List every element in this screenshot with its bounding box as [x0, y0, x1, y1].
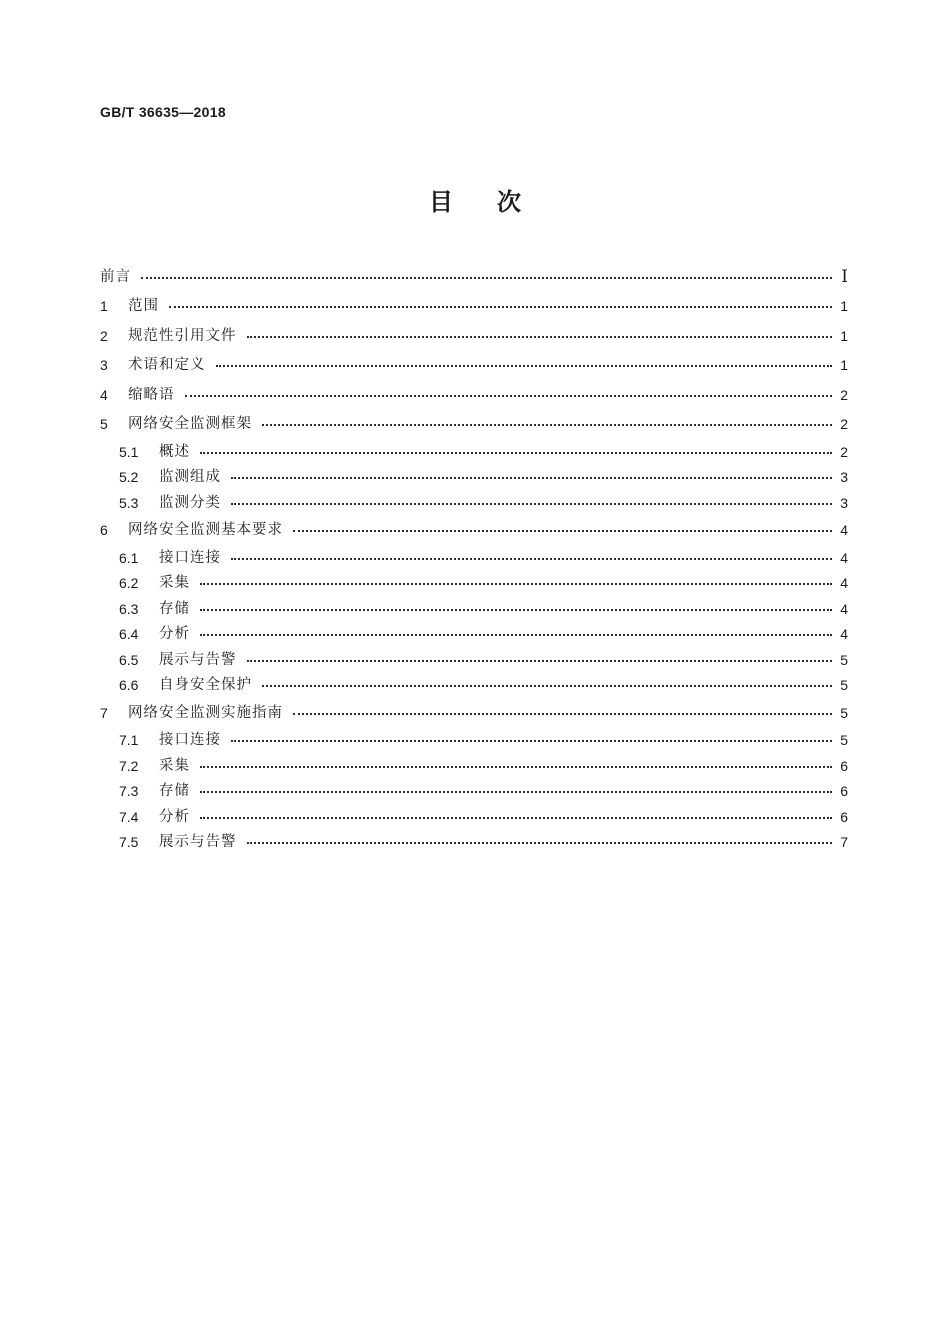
toc-entry-page-number: 6 — [840, 783, 848, 800]
toc-entry-label: 分析 — [159, 626, 190, 642]
dot-leader — [216, 365, 833, 367]
dot-leader — [200, 817, 832, 819]
dot-leader — [185, 395, 833, 397]
dot-leader — [247, 660, 833, 662]
toc-entry[interactable] — [100, 698, 848, 728]
toc-entry-label: 自身安全保护 — [159, 677, 252, 693]
dot-leader — [200, 766, 832, 768]
toc-entry-page-number: 4 — [840, 549, 848, 566]
toc-entry-number: 7.2 — [119, 757, 139, 774]
toc-subentry[interactable] — [100, 673, 848, 699]
toc-entry-label: 缩略语 — [128, 386, 175, 403]
toc-entry-number: 7.4 — [119, 808, 139, 825]
dot-leader — [247, 842, 833, 844]
dot-leader — [200, 609, 832, 611]
toc-subentry[interactable] — [100, 596, 848, 622]
toc-entry-number: 6.2 — [119, 575, 139, 592]
toc-entry-page-number: 4 — [840, 600, 848, 617]
toc-subentry[interactable] — [100, 465, 848, 491]
toc-subentry[interactable] — [100, 830, 848, 856]
dot-leader — [262, 685, 832, 687]
toc-entry-label: 网络安全监测基本要求 — [128, 522, 283, 538]
toc-entry-number: 5.3 — [119, 494, 139, 511]
toc-entry-page-number: 5 — [840, 704, 848, 721]
toc-subentry[interactable] — [100, 728, 848, 754]
toc-entry-label: 存储 — [159, 600, 190, 617]
toc-entry-number: 6 — [100, 522, 108, 539]
toc-entry-page-number: 6 — [840, 757, 848, 774]
toc-entry-label: 展示与告警 — [159, 834, 237, 850]
toc-entry-label: 接口连接 — [159, 732, 221, 748]
toc-entry-page-number: 7 — [840, 834, 848, 851]
toc-subentry[interactable] — [100, 571, 848, 597]
standard-code: GB/T 36635—2018 — [100, 104, 226, 120]
toc-entry-page-number: 4 — [840, 522, 848, 539]
dot-leader — [200, 791, 832, 793]
toc-entry-label: 存储 — [159, 783, 190, 799]
toc-entry-label: 监测组成 — [159, 469, 221, 485]
toc-subentry[interactable] — [100, 490, 848, 516]
toc-entry-label: 网络安全监测框架 — [128, 416, 252, 432]
toc-entry-page-number: 6 — [840, 808, 848, 825]
toc-entry[interactable] — [100, 292, 848, 322]
dot-leader — [200, 452, 832, 454]
toc-entry-page-number: 3 — [840, 494, 848, 511]
toc-entry[interactable] — [100, 516, 848, 546]
toc-entry-label: 网络安全监测实施指南 — [128, 704, 283, 721]
toc-entry-number: 5.2 — [119, 469, 139, 486]
toc-entry[interactable] — [100, 410, 848, 440]
toc-entry-number: 5 — [100, 416, 108, 433]
toc-entry-number: 7.1 — [119, 732, 139, 749]
toc-entry-page-number: 2 — [840, 386, 848, 403]
toc-entry-page-number: 2 — [840, 416, 848, 433]
toc-subentry[interactable] — [100, 753, 848, 779]
toc-entry-page-number: 4 — [840, 575, 848, 592]
toc-subentry[interactable] — [100, 545, 848, 571]
toc-subentry[interactable] — [100, 439, 848, 465]
dot-leader — [200, 634, 832, 636]
toc-entry-label: 前言 — [100, 268, 131, 285]
toc-entry[interactable] — [100, 380, 848, 410]
dot-leader — [231, 740, 832, 742]
toc-entry[interactable] — [100, 321, 848, 351]
dot-leader — [231, 477, 832, 479]
toc-entry-number: 6.1 — [119, 549, 139, 566]
toc-entry-label: 规范性引用文件 — [128, 327, 237, 344]
toc-entry-page-number: Ⅰ — [841, 267, 848, 287]
dot-leader — [293, 713, 832, 715]
dot-leader — [169, 306, 832, 308]
toc-entry-page-number: 5 — [840, 732, 848, 749]
toc-entry-number: 6.3 — [119, 600, 139, 617]
toc-entry[interactable] — [100, 351, 848, 381]
toc-entry-page-number: 1 — [840, 357, 848, 374]
toc-subentry[interactable] — [100, 779, 848, 805]
toc-entry-page-number: 1 — [840, 327, 848, 344]
toc-entry-label: 概述 — [159, 443, 190, 460]
toc-entry-page-number: 4 — [840, 626, 848, 643]
toc-entry-number: 6.5 — [119, 651, 139, 668]
toc-subentry[interactable] — [100, 804, 848, 830]
toc-entry-page-number: 1 — [840, 298, 848, 315]
dot-leader — [247, 336, 833, 338]
table-of-contents — [100, 262, 848, 855]
dot-leader — [231, 558, 832, 560]
dot-leader — [200, 583, 832, 585]
toc-entry-number: 1 — [100, 298, 108, 315]
toc-entry-page-number: 2 — [840, 443, 848, 460]
dot-leader — [262, 424, 832, 426]
toc-entry-number: 4 — [100, 386, 108, 403]
toc-entry-label: 分析 — [159, 808, 190, 825]
toc-entry-number: 5.1 — [119, 443, 139, 460]
toc-entry-page-number: 5 — [840, 651, 848, 668]
toc-entry-number: 3 — [100, 357, 108, 374]
toc-entry-label: 范围 — [128, 298, 159, 314]
toc-entry-page-number: 5 — [840, 677, 848, 694]
toc-entry-label: 展示与告警 — [159, 651, 237, 668]
toc-subentry[interactable] — [100, 622, 848, 648]
toc-entry-number: 2 — [100, 327, 108, 344]
toc-entry-label: 采集 — [159, 757, 190, 774]
toc-entry-number: 6.6 — [119, 677, 139, 694]
page-title: 目次 — [429, 188, 565, 216]
dot-leader — [141, 277, 832, 279]
toc-entry-number: 7 — [100, 704, 108, 721]
toc-entry-label: 接口连接 — [159, 549, 221, 566]
toc-entry-number: 6.4 — [119, 626, 139, 643]
toc-entry-number: 7.5 — [119, 834, 139, 851]
toc-entry-label: 采集 — [159, 575, 190, 591]
toc-entry-label: 监测分类 — [159, 494, 221, 511]
toc-entry[interactable] — [100, 262, 848, 292]
dot-leader — [293, 530, 832, 532]
toc-subentry[interactable] — [100, 647, 848, 673]
toc-entry-page-number: 3 — [840, 469, 848, 486]
toc-entry-label: 术语和定义 — [128, 357, 206, 373]
toc-entry-number: 7.3 — [119, 783, 139, 800]
dot-leader — [231, 503, 832, 505]
